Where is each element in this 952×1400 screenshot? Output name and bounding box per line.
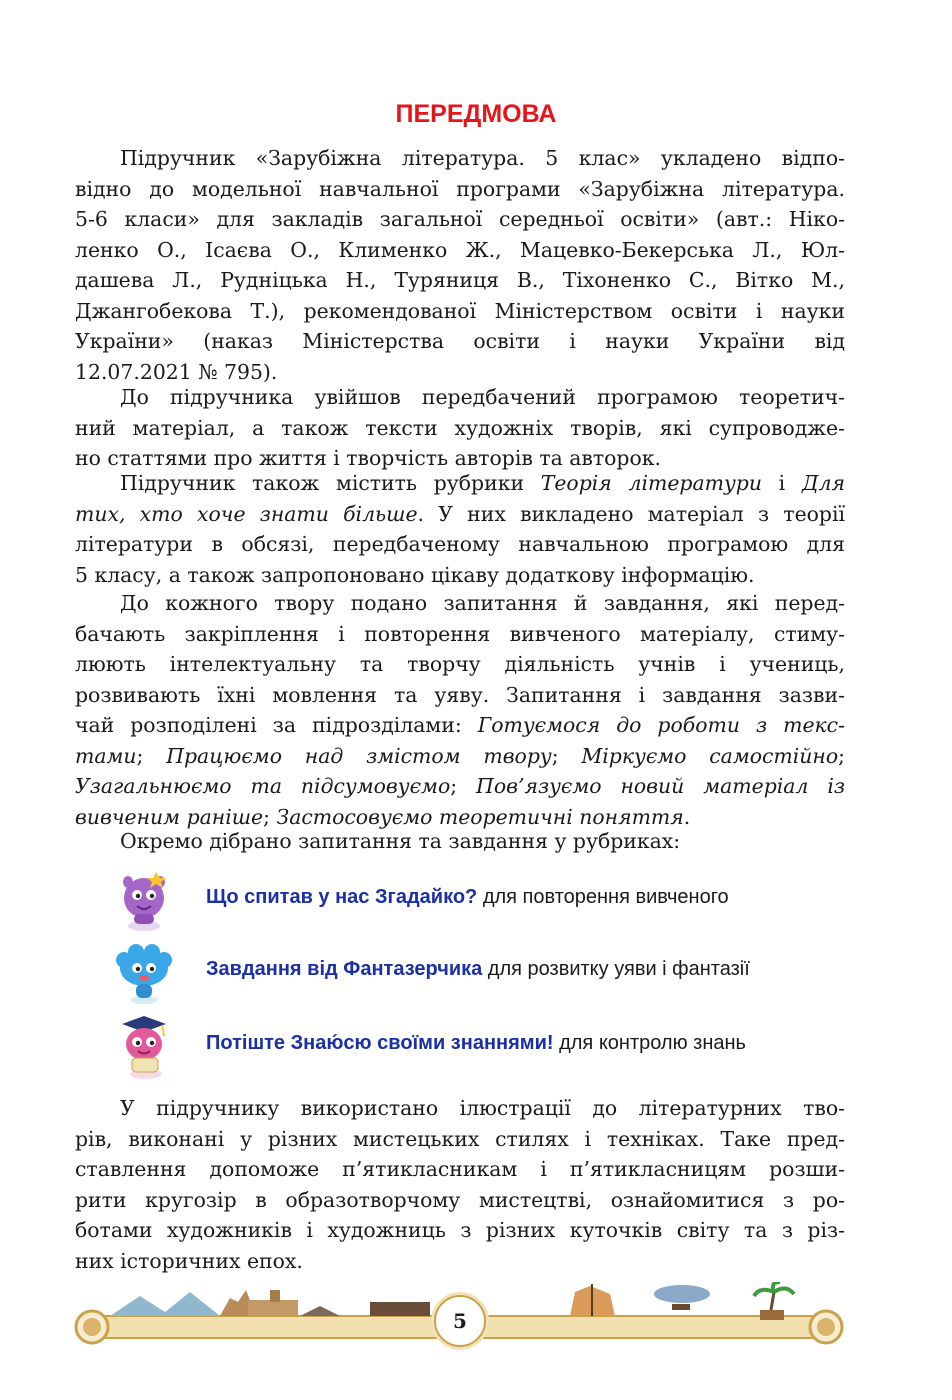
text-line: дашева Л., Рудніцька Н., Туряниця В., Тіхоненко С., Вітко М.,: [75, 268, 845, 292]
subsection-name: Узагальнюємо та підсумовуємо: [75, 774, 451, 798]
text-run: ;: [551, 743, 582, 768]
text-line: Джангобекова Т.), рекомендованої Міністерством освіти і науки: [75, 298, 845, 323]
text-run: ;: [136, 743, 167, 768]
text-line: люють інтелектуальну та творчу діяльність учнів і учениць,: [75, 652, 845, 676]
subsection-name: тами: [75, 743, 137, 768]
rubric-name: тих, хто хоче знати більше: [75, 501, 418, 526]
text-line: У підручнику використано ілюстрації до літературних тво-: [120, 1096, 845, 1120]
rubric-title: Потіште Знаю́сю своїми знаннями!: [206, 1032, 554, 1054]
rubric-fantazerchyk: [110, 940, 870, 1004]
text-line: 5 класу, а також запропоновано цікаву додаткову інформацію.: [75, 562, 755, 587]
text-run: . У них викладено матеріал з теорії: [417, 501, 846, 526]
text-line: До підручника увійшов передбачений програмою теоретич-: [120, 385, 845, 409]
text-run: ;: [838, 743, 845, 768]
subsection-name: Готуємося до роботи з текс-: [477, 713, 845, 737]
text-run: чай розподілені за підрозділами:: [75, 713, 478, 737]
pink-character-icon: [110, 1014, 180, 1080]
text-line: Підручник «Зарубіжна література. 5 клас» укладено відпо-: [120, 146, 845, 170]
rubric-zgadaiko: [110, 868, 870, 932]
text-line: рити кругозір в образотворчому мистецтві, ознайомитися з ро-: [75, 1187, 845, 1212]
paragraph-intro: [75, 143, 845, 387]
text-line: ний матеріал, а також тексти художніх творів, які супроводже-: [75, 415, 845, 440]
text-line: літератури в обсязі, передбаченому навчальною програмою для: [75, 532, 845, 556]
rubric-title: Що спитав у нас Згадайко?: [206, 886, 478, 908]
text-line: ботами художників і художниць з різних куточків світу та з різ-: [75, 1218, 845, 1242]
text-line: України» (наказ Міністерства освіти і науки України від: [75, 329, 845, 353]
page-title: ПЕРЕДМОВА: [395, 100, 557, 128]
text-line: 12.07.2021 № 795).: [75, 359, 278, 384]
text-run: Підручник також містить рубрики: [120, 471, 541, 495]
subsection-name: Застосовуємо теоретичні поняття: [276, 804, 684, 829]
text-line: Окремо дібрано запитання та завдання у рубриках:: [120, 829, 681, 853]
text-run: і: [761, 471, 802, 495]
text-line: бачають закріплення і повторення вивченого матеріалу, стиму-: [75, 621, 845, 646]
text-run: ;: [450, 774, 477, 798]
rubric-label: [206, 1032, 746, 1055]
text-line: [75, 710, 845, 741]
rubric-name: Для: [801, 471, 845, 495]
paragraph-rubrics-intro: [75, 826, 845, 857]
rubric-description: для контролю знань: [553, 1032, 746, 1054]
text-line: 5-6 класи» для закладів загальної середньої освіти» (авт.: Ніко-: [75, 207, 845, 231]
text-line: ставлення допоможе п’ятикласникам і п’ятикласницям розши-: [75, 1157, 845, 1181]
text-line: [75, 771, 845, 802]
text-run: .: [683, 804, 691, 829]
text-line: них історичних епох.: [75, 1248, 303, 1273]
text-line: [75, 741, 845, 772]
rubric-label: [206, 958, 750, 981]
blue-character-icon: [110, 940, 180, 1006]
text-line: [75, 468, 845, 499]
rubric-label: [206, 886, 729, 909]
purple-character-icon: [110, 868, 180, 934]
text-line: но статтями про життя і творчість авторів та авторок.: [75, 446, 661, 470]
page-number: 5: [434, 1295, 486, 1347]
rubric-title: Завдання від Фантазерчика: [206, 958, 483, 980]
text-line: відно до модельної навчальної програми «Зарубіжна література.: [75, 176, 845, 201]
subsection-name: Пов’язуємо новий матеріал із: [476, 774, 845, 798]
paragraph-illustrations: [75, 1093, 845, 1276]
rubric-znayusya: [110, 1014, 870, 1078]
subsection-name: вивченим раніше: [75, 804, 264, 829]
text-line: [75, 499, 845, 530]
subsection-name: Працюємо над змістом твору: [166, 743, 552, 768]
paragraph-content: [75, 382, 845, 474]
text-line: ленко О., Ісаєва О., Клименко Ж., Мацевко-Бекерська Л., Юл-: [75, 237, 845, 262]
subsection-name: Міркуємо самостійно: [581, 743, 839, 768]
text-line: рів, виконані у різних мистецьких стилях і техніках. Таке пред-: [75, 1126, 845, 1151]
paragraph-tasks: [75, 588, 845, 832]
rubric-name: Теорія літератури: [540, 471, 762, 495]
paragraph-rubrics: [75, 468, 845, 590]
text-run: ;: [263, 804, 277, 829]
rubric-description: для розвитку уяви і фантазії: [482, 958, 750, 980]
text-line: До кожного твору подано запитання й завдання, які перед-: [120, 591, 845, 615]
rubric-description: для повторення вивченого: [477, 886, 729, 908]
text-line: розвивають їхні мовлення та уяву. Запитання і завдання зазви-: [75, 682, 845, 707]
